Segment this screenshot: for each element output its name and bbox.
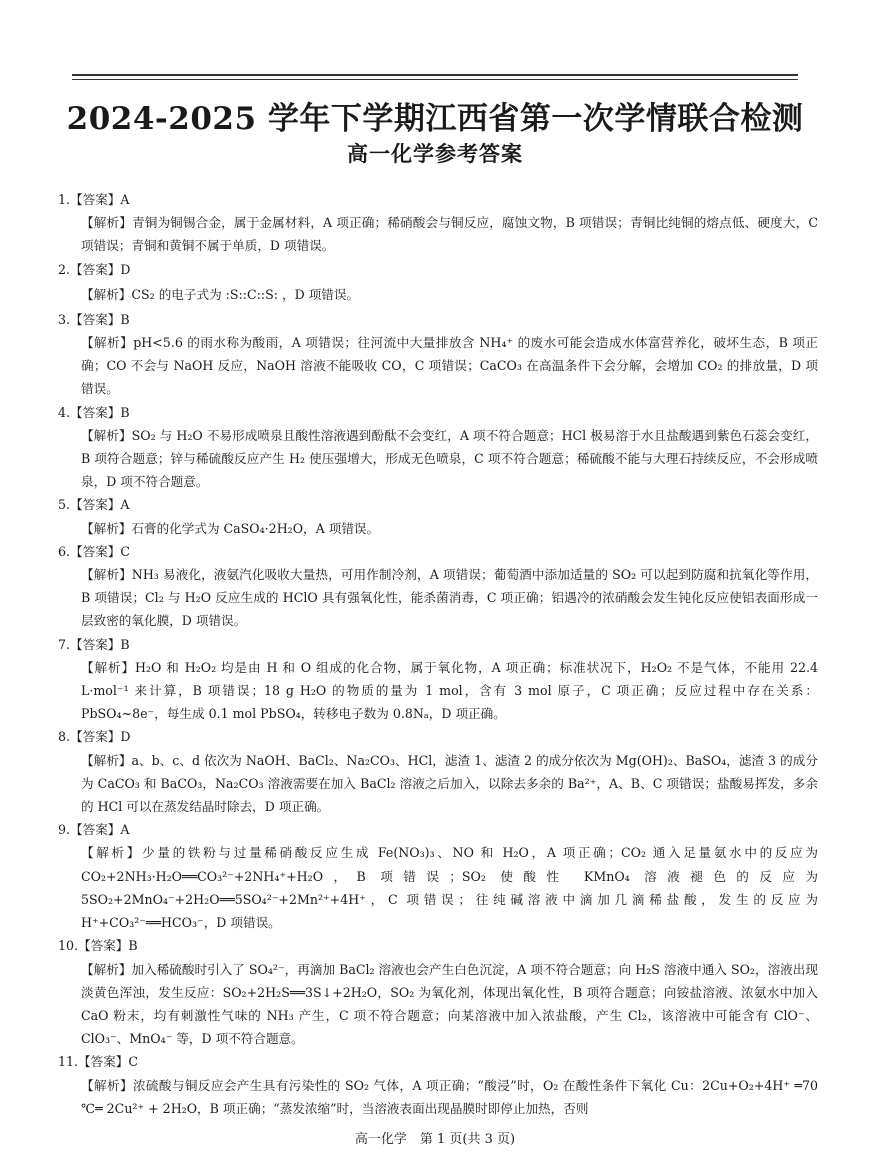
question-explanation: 【解析】青铜为铜锡合金，属于金属材料，A 项正确；稀硝酸会与铜反应，腐蚀文物，B 项错误；青铜比纯铜的熔点低、硬度大，C 项错误；青铜和黄铜不属于单质，D 项错误。: [81, 215, 818, 254]
question-explanation: 【解析】a、b、c、d 依次为 NaOH、BaCl₂、Na₂CO₃、HCl，滤渣 1、滤渣 2 的成分依次为 Mg(OH)₂、BaSO₄，滤渣 3 的成分为 CaCO₃ 和 BaCO₃，Na₂CO₃ 溶液需要在加入 BaCl₂ 溶液之后加入，以除去多余的 Ba²⁺，A、B、C 项错误；盐酸易挥发，多余的 HCl 可以在蒸发结晶时除去，D 项正确。: [81, 752, 818, 815]
question-answer: 3.【答案】B: [58, 311, 130, 327]
question-explanation: 【解析】加入稀硫酸时引入了 SO₄²⁻，再滴加 BaCl₂ 溶液也会产生白色沉淀，A 项不符合题意；向 H₂S 溶液中通入 SO₂，溶液出现淡黄色浑浊，发生反应：SO₂+2H₂S══3S↓+2H₂O，SO₂ 为氧化剂，体现出氧化性，B 项符合题意；向铵盐溶液、浓氨水中加入 CaO 粉末，均有刺激性气味的 NH₃ 产生，C 项不符合题意；向某溶液中加入浓盐酸，产生 Cl₂，该溶液中可能含有 ClO⁻、ClO₃⁻、MnO₄⁻ 等，D 项不符合题意。: [81, 961, 818, 1047]
page-footer: 高一化学 第 1 页(共 3 页): [354, 1132, 516, 1147]
question-answer: 7.【答案】B: [58, 636, 130, 652]
question-answer: 10.【答案】B: [58, 938, 138, 954]
answer-list: [58, 188, 818, 1120]
question-explanation: 【解析】浓硫酸与铜反应会产生具有污染性的 SO₂ 气体，A 项正确；“酸浸”时，O₂ 在酸性条件下氧化 Cu：2Cu+O₂+4H⁺ ═70 ℃═ 2Cu²⁺ + 2H₂O，B 项正确；“蒸发浓缩”时，当溶液表面出现晶膜时即停止加热，否则: [81, 1077, 818, 1116]
document-title: 2024-2025 学年下学期江西省第一次学情联合检测: [66, 101, 804, 137]
question-explanation: 【解析】pH<5.6 的雨水称为酸雨，A 项错误；往河流中大量排放含 NH₄⁺ 的废水可能会造成水体富营养化，破坏生态，B 项正确；CO 不会与 NaOH 反应，NaOH 溶液不能吸收 CO，C 项错误；CaCO₃ 在高温条件下会分解，会增加 CO₂ 的排放量，D 项错误。: [81, 335, 818, 397]
question-explanation: 【解析】少量的铁粉与过量稀硝酸反应生成 Fe(NO₃)₃、NO 和 H₂O，A 项正确；CO₂ 通入足量氨水中的反应为 CO₂+2NH₃·H₂O══CO₃²⁻+2NH₄⁺+H₂O，B 项错误；SO₂ 使酸性 KMnO₄ 溶液褪色的反应为 5SO₂+2MnO₄⁻+2H₂O══5SO₄²⁻+2Mn²⁺+4H⁺，C 项错误；往纯碱溶液中滴加几滴稀盐酸，发生的反应为 H⁺+CO₃²⁻══HCO₃⁻，D 项错误。: [81, 845, 818, 931]
question-answer: 6.【答案】C: [58, 543, 131, 559]
question-explanation: 【解析】NH₃ 易液化，液氨汽化吸收大量热，可用作制冷剂，A 项错误；葡萄酒中添加适量的 SO₂ 可以起到防腐和抗氧化等作用，B 项错误；Cl₂ 与 H₂O 反应生成的 HClO 具有强氧化性，能杀菌消毒，C 项正确；铝遇冷的浓硝酸会发生钝化反应使铝表面形成一层致密的氧化膜，D 项错误。: [81, 567, 818, 629]
question-explanation: 【解析】石膏的化学式为 CaSO₄·2H₂O，A 项错误。: [81, 520, 380, 536]
question-answer: 4.【答案】B: [58, 404, 130, 420]
question-explanation: 【解析】SO₂ 与 H₂O 不易形成喷泉且酸性溶液遇到酚酞不会变红，A 项不符合题意；HCl 极易溶于水且盐酸遇到紫色石蕊会变红，B 项符合题意；锌与稀硫酸反应产生 H₂ 使压强增大，形成无色喷泉，C 项不符合题意；稀硫酸不能与大理石持续反应，不会形成喷泉，D 项不符合题意。: [81, 427, 818, 490]
question-answer: 1.【答案】A: [58, 192, 130, 207]
question-explanation: 【解析】CS₂ 的电子式为 :S::C::S: ，D 项错误。: [81, 286, 360, 302]
header-rule-thin: [72, 79, 798, 80]
question-answer: 8.【答案】D: [58, 729, 131, 745]
question-explanation: 【解析】H₂O 和 H₂O₂ 均是由 H 和 O 组成的化合物，属于氧化物，A 项正确；标准状况下，H₂O₂ 不是气体，不能用 22.4 L·mol⁻¹ 来计算，B 项错误；18 g H₂O 的物质的量为 1 mol，含有 3 mol 原子，C 项正确；反应过程中存在关系：PbSO₄~8e⁻，每生成 0.1 mol PbSO₄，转移电子数为 0.8Nₐ，D 项正确。: [81, 659, 818, 722]
header-rule: [72, 74, 798, 76]
question-answer: 5.【答案】A: [58, 497, 130, 513]
document-subtitle: 高一化学参考答案: [347, 142, 523, 166]
question-answer: 2.【答案】D: [58, 261, 131, 277]
question-answer: 11.【答案】C: [58, 1054, 139, 1070]
question-answer: 9.【答案】A: [58, 822, 130, 838]
